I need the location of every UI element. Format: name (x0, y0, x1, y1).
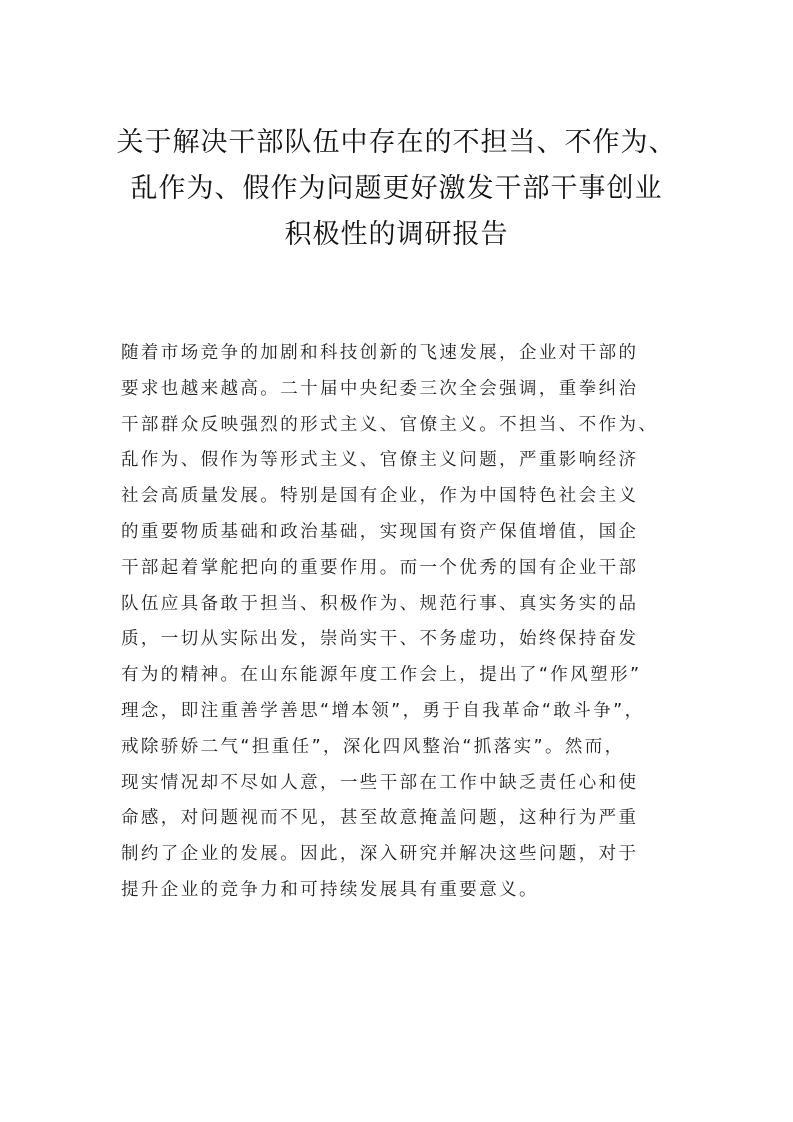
body-line-14: 命感，对问题视而不见，甚至故意掩盖问题，这种行为严重 (121, 808, 639, 829)
document-title (100, 120, 693, 258)
body-line-1: 随着市场竞争的加剧和科技创新的飞速发展，企业对干部的 (121, 343, 639, 363)
body-line-12: 戒除骄娇二气“担重任”，深化四风整治“抓落实”。然而， (121, 736, 625, 757)
body-line-3: 干部群众反映强烈的形式主义、官僚主义。不担当、不作为、 (121, 414, 659, 435)
body-line-10: 有为的精神。在山东能源年度工作会上，提出了“作风塑形” (121, 665, 642, 686)
body-line-2: 要求也越来越高。二十届中央纪委三次全会强调，重拳纠治 (121, 378, 639, 399)
body-line-16: 提升企业的竞争力和可持续发展具有重要意义。 (121, 879, 539, 900)
body-paragraph (121, 336, 681, 909)
body-line-6: 的重要物质基础和政治基础，实现国有资产保值增值，国企 (121, 521, 639, 542)
title-line-1: 关于解决干部队伍中存在的不担当、不作为、 (116, 127, 677, 158)
body-line-9: 质，一切从实际出发，崇尚实干、不务虚功，始终保持奋发 (121, 629, 639, 650)
title-line-3: 积极性的调研报告 (284, 219, 509, 250)
body-line-5: 社会高质量发展。特别是国有企业，作为中国特色社会主义 (121, 486, 639, 507)
body-line-4: 乱作为、假作为等形式主义、官僚主义问题，严重影响经济 (121, 450, 639, 471)
body-line-11: 理念，即注重善学善思“增本领”，勇于自我革命“敢斗争”， (121, 700, 645, 721)
body-line-15: 制约了企业的发展。因此，深入研究并解决这些问题，对于 (121, 844, 639, 865)
title-line-2: 乱作为、假作为问题更好激发干部干事创业 (130, 173, 663, 204)
body-line-7: 干部起着掌舵把向的重要作用。而一个优秀的国有企业干部 (121, 557, 639, 578)
body-line-8: 队伍应具备敢于担当、积极作为、规范行事、真实务实的品 (121, 593, 639, 614)
body-line-13: 现实情况却不尽如人意，一些干部在工作中缺乏责任心和使 (121, 772, 639, 793)
